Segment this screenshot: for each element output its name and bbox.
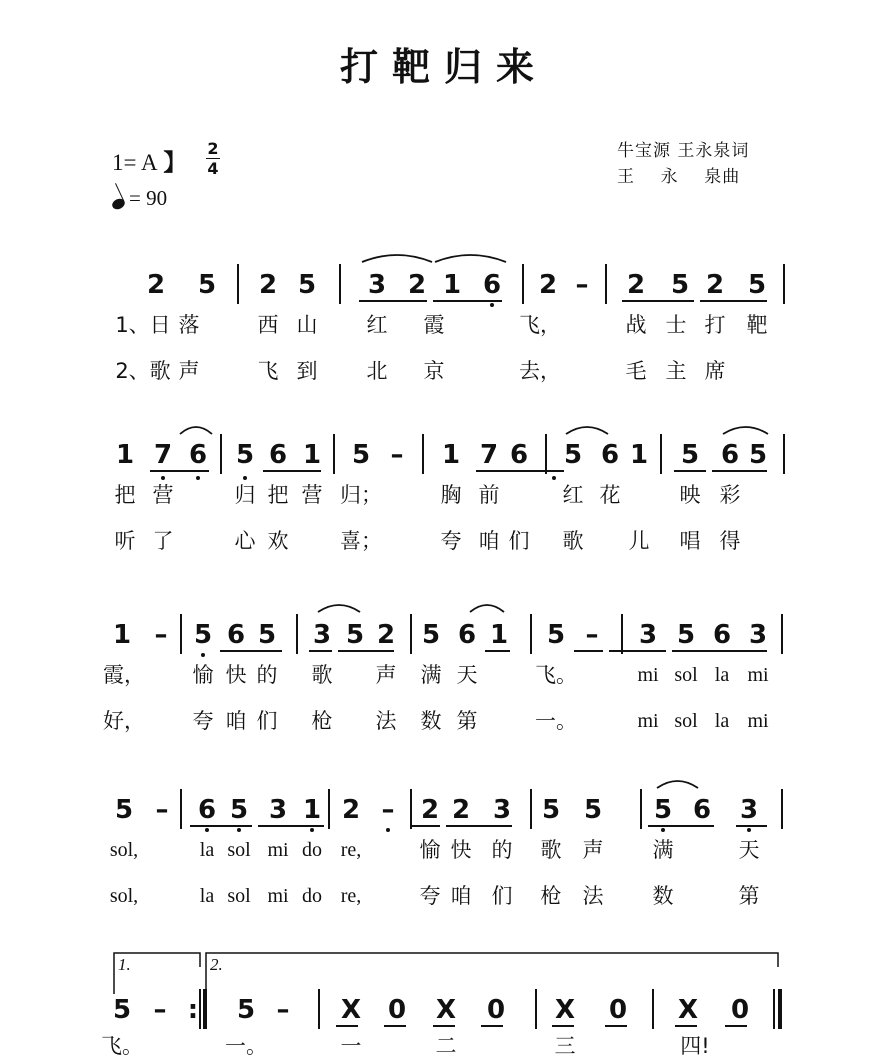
note: 2 [376, 620, 396, 650]
note: 1 [302, 795, 322, 825]
lyric-syllable: 欢 [267, 529, 289, 553]
lyric-syllable: 飞， [519, 313, 561, 337]
lyric-syllable: 飞 [257, 359, 279, 383]
lyric-syllable: mi [637, 710, 659, 732]
key-signature: 1= A 】 [112, 150, 187, 175]
note: 6 [197, 795, 217, 825]
note: 6 [457, 620, 477, 650]
lyric-syllable: 咱 [225, 709, 247, 733]
note: 3 [739, 795, 759, 825]
note: 5 [197, 270, 217, 300]
lyric-syllable: 红 [366, 313, 388, 337]
note: 5 [653, 795, 673, 825]
note: 5 [236, 995, 256, 1025]
slur [180, 427, 212, 434]
lyric-syllable: 声 [178, 359, 200, 383]
lyric-syllable: mi [637, 664, 659, 686]
lyric-syllable: 愉 [192, 663, 214, 687]
slur [657, 781, 698, 788]
lyric-syllable: mi [747, 710, 769, 732]
lyric-syllable: 映 [679, 483, 701, 507]
lyric-syllable: mi [747, 664, 769, 686]
lyric-syllable: 靶 [746, 313, 768, 337]
note: 5 [114, 795, 134, 825]
note: X [677, 995, 699, 1025]
lyric-syllable: 天 [456, 663, 478, 687]
lyric-syllable: 的 [256, 663, 278, 687]
lyricist-credit: 牛宝源 王永泉词 [617, 141, 750, 161]
lyric-syllable: 一。 [535, 709, 577, 733]
lyric-syllable: 战 [625, 313, 647, 337]
note: 5 [229, 795, 249, 825]
slur [723, 427, 768, 434]
lyric-syllable: 营 [301, 483, 323, 507]
lyric-syllable: 打 [704, 313, 726, 337]
lyric-syllable: 一。 [225, 1034, 267, 1058]
note: 6 [600, 440, 620, 470]
note: X [340, 995, 362, 1025]
note: 1 [489, 620, 509, 650]
note: – [276, 995, 290, 1025]
song-title: 打靶归来 [339, 45, 548, 89]
volta-bracket [206, 953, 778, 994]
note: 2 [258, 270, 278, 300]
note: 5 [676, 620, 696, 650]
lyric-syllable: la [714, 710, 730, 732]
lyric-syllable: 们 [491, 884, 513, 908]
note: – [155, 795, 169, 825]
note: 1 [302, 440, 322, 470]
note: 2 [626, 270, 646, 300]
note: 5 [670, 270, 690, 300]
lyric-syllable: 听 [114, 529, 136, 553]
lyric-syllable: 到 [296, 359, 318, 383]
lyric-syllable: 快 [225, 663, 247, 687]
lyric-syllable: 营 [152, 483, 174, 507]
note: 6 [188, 440, 208, 470]
note: 3 [312, 620, 332, 650]
volta-label: 2. [210, 955, 223, 974]
lyric-syllable: 席 [704, 359, 726, 383]
slur [566, 427, 608, 434]
note: 3 [492, 795, 512, 825]
lyric-syllable: 花 [599, 483, 621, 507]
note: 5 [546, 620, 566, 650]
lyric-syllable: 唱 [679, 529, 701, 553]
note: – [390, 440, 404, 470]
note: 2 [451, 795, 471, 825]
note: 2 [146, 270, 166, 300]
lyric-syllable: sol [227, 885, 251, 907]
lyric-syllable: 霞， [103, 663, 145, 687]
lyric-syllable: 枪 [311, 709, 333, 733]
slur [435, 255, 506, 262]
note: 1 [115, 440, 135, 470]
note: 5 [193, 620, 213, 650]
note: 0 [730, 995, 750, 1025]
lyric-syllable: 歌 [562, 529, 584, 553]
lyric-syllable: 们 [256, 709, 278, 733]
lyric-syllable: re, [340, 885, 362, 907]
lyric-syllable: sol, [109, 839, 139, 861]
lyric-syllable: 士 [665, 313, 687, 337]
note: – [154, 620, 168, 650]
note: 3 [367, 270, 387, 300]
lyric-syllable: 好， [103, 709, 145, 733]
note: 1 [112, 620, 132, 650]
lyric-syllable: do [302, 885, 322, 907]
lyric-syllable: 飞。 [101, 1034, 143, 1058]
note: 3 [638, 620, 658, 650]
note: – [381, 795, 395, 825]
lyric-syllable: 西 [257, 313, 279, 337]
lyric-syllable: 的 [491, 838, 513, 862]
note: 5 [351, 440, 371, 470]
lyric-syllable: 2、歌 [115, 359, 171, 383]
lyric-syllable: 前 [478, 483, 500, 507]
note: 5 [421, 620, 441, 650]
lyric-syllable: 山 [296, 313, 318, 337]
note: X [554, 995, 576, 1025]
note: 5 [541, 795, 561, 825]
lyric-syllable: 声 [375, 663, 397, 687]
lyric-syllable: 四! [680, 1034, 710, 1058]
lyric-syllable: sol [227, 839, 251, 861]
lyric-syllable: 夸 [192, 709, 214, 733]
lyric-syllable: 毛 [625, 359, 647, 383]
lyric-syllable: 归 [234, 483, 256, 507]
lyric-syllable: 数 [652, 884, 674, 908]
lyric-syllable: 歌 [311, 663, 333, 687]
lyric-syllable: 得 [719, 529, 741, 553]
lyric-syllable: 数 [420, 709, 442, 733]
lyric-syllable: re, [340, 839, 362, 861]
note: 0 [486, 995, 506, 1025]
note: 1 [629, 440, 649, 470]
slur [362, 255, 432, 262]
lyric-syllable: 主 [665, 359, 687, 383]
note: 6 [268, 440, 288, 470]
lyric-syllable: la [199, 839, 215, 861]
lyric-syllable: 满 [420, 663, 442, 687]
note: 6 [712, 620, 732, 650]
lyric-syllable: 歌 [540, 838, 562, 862]
lyric-syllable: 天 [738, 838, 760, 862]
note: 5 [748, 440, 768, 470]
lyric-syllable: 一 [340, 1034, 362, 1058]
lyric-syllable: 枪 [540, 884, 562, 908]
lyric-syllable: 霞 [423, 313, 445, 337]
note: 6 [226, 620, 246, 650]
lyric-syllable: mi [267, 839, 289, 861]
note: 5 [297, 270, 317, 300]
slur [318, 605, 360, 612]
lyric-syllable: sol [674, 710, 698, 732]
lyric-syllable: 法 [375, 709, 397, 733]
lyric-syllable: 红 [562, 483, 584, 507]
note: 0 [387, 995, 407, 1025]
note: 3 [748, 620, 768, 650]
time-signature-top: 2 [207, 139, 219, 158]
note: – [585, 620, 599, 650]
note: X [435, 995, 457, 1025]
note: – [153, 995, 167, 1025]
repeat-sign: : [187, 995, 199, 1025]
lyric-syllable: 第 [738, 884, 760, 908]
note: 2 [341, 795, 361, 825]
lyric-syllable: 儿 [628, 529, 650, 553]
slur [470, 605, 504, 612]
lyric-syllable: 落 [178, 313, 200, 337]
lyric-syllable: 心 [234, 529, 256, 553]
note: 5 [583, 795, 603, 825]
note: 5 [563, 440, 583, 470]
note: 2 [407, 270, 427, 300]
lyric-syllable: 咱 [478, 529, 500, 553]
lyric-syllable: 夸 [419, 884, 441, 908]
lyric-syllable: 了 [152, 529, 174, 553]
note: 2 [538, 270, 558, 300]
note: 7 [153, 440, 173, 470]
lyric-syllable: 把 [114, 483, 136, 507]
note: 5 [345, 620, 365, 650]
lyric-syllable: sol, [109, 885, 139, 907]
lyric-syllable: 快 [450, 838, 472, 862]
note: 3 [268, 795, 288, 825]
note: 1 [441, 440, 461, 470]
note: 5 [235, 440, 255, 470]
lyric-syllable: 声 [582, 838, 604, 862]
key-label: 1= A [112, 150, 158, 175]
note: 6 [509, 440, 529, 470]
time-signature-bottom: 4 [207, 159, 219, 178]
note: 2 [420, 795, 440, 825]
lyric-syllable: 飞。 [535, 663, 577, 687]
note: 5 [747, 270, 767, 300]
lyric-syllable: 彩 [719, 483, 741, 507]
lyric-syllable: 夸 [440, 529, 462, 553]
lyric-syllable: 归； [340, 483, 382, 507]
lyric-syllable: 法 [582, 884, 604, 908]
lyric-syllable: la [199, 885, 215, 907]
note: 6 [720, 440, 740, 470]
volta-bracket [114, 953, 200, 994]
volta-label: 1. [118, 955, 131, 974]
lyric-syllable: 去， [519, 359, 561, 383]
lyric-syllable: 北 [366, 359, 388, 383]
lyric-syllable: 1、日 [115, 313, 171, 337]
lyric-syllable: la [714, 664, 730, 686]
lyric-syllable: 满 [652, 838, 674, 862]
tempo-label: = 90 [129, 186, 168, 210]
lyric-syllable: 把 [267, 483, 289, 507]
lyric-syllable: 们 [508, 529, 530, 553]
lyric-syllable: 第 [456, 709, 478, 733]
lyric-syllable: sol [674, 664, 698, 686]
note: 5 [257, 620, 277, 650]
lyric-syllable: mi [267, 885, 289, 907]
note: 6 [692, 795, 712, 825]
lyric-syllable: 三 [554, 1034, 576, 1058]
lyric-syllable: 咱 [450, 884, 472, 908]
lyric-syllable: 京 [423, 359, 445, 383]
note: 5 [112, 995, 132, 1025]
note: 2 [705, 270, 725, 300]
lyric-syllable: 愉 [419, 838, 441, 862]
note: 5 [680, 440, 700, 470]
note: – [575, 270, 589, 300]
note: 6 [482, 270, 502, 300]
composer-credit: 王 永 泉曲 [617, 167, 741, 187]
lyric-syllable: 胸 [440, 483, 462, 507]
note: 1 [442, 270, 462, 300]
note: 0 [608, 995, 628, 1025]
note: 7 [479, 440, 499, 470]
lyric-syllable: 二 [435, 1034, 457, 1058]
lyric-syllable: do [302, 839, 322, 861]
lyric-syllable: 喜； [340, 529, 382, 553]
